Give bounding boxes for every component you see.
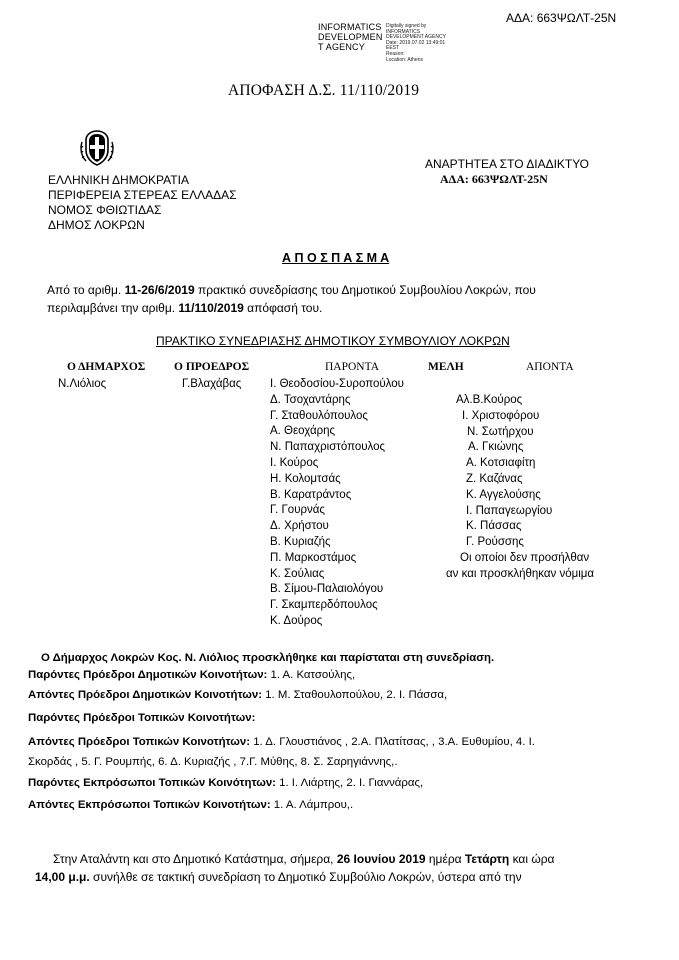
present-list (262, 377, 404, 630)
intro-line-1 (47, 283, 536, 297)
present-lc-presidents: Παρόντες Πρόεδροι Τοπικών Κοινοτήτων: (28, 712, 256, 724)
decision-title: ΑΠΟΦΑΣΗ Δ.Σ. 11/110/2019 (228, 82, 420, 99)
present-member: Ι. Κούρος (270, 456, 319, 469)
intro-text: Από το αριθμ. (47, 283, 125, 297)
absent-lc-presidents (28, 736, 535, 748)
intro-text: περιλαμβάνει την αριθμ. (47, 301, 179, 315)
attendance-value: 1. Α. Κατσούλης, (267, 669, 356, 681)
absent-member: Κ. Πάσσας (466, 520, 522, 533)
present-member: Κ. Δούρος (270, 614, 323, 627)
present-member: Δ. Χρήστου (270, 520, 329, 533)
closing-text: Στην Αταλάντη και στο Δημοτικό Κατάστημα, σήμερα, (53, 852, 337, 866)
meeting-date: 26 Ιουνίου 2019 (336, 852, 426, 866)
absent-note: αν και προσκλήθηκαν νόμιμα (446, 567, 595, 580)
attendance-label: Απόντες Εκπρόσωποι Τοπικών Κοινοτήτων: (28, 799, 271, 811)
sig-detail-line: INFORMATICS (386, 28, 421, 35)
mayor-attendance: Ο Δήμαρχος Λοκρών Κος. Ν. Λιόλιος προσκλήθηκε και παρίσταται στη συνεδρίαση. (41, 652, 495, 664)
absent-member: Ν. Σωτήρχου (467, 425, 534, 438)
org-line: ΠΕΡΙΦΕΡΕΙΑ ΣΤΕΡΕΑΣ ΕΛΛΑΔΑΣ (48, 188, 237, 202)
absent-member: Α. Γκιώνης (468, 441, 524, 454)
sig-detail-line: DEVELOPMENT AGENCY (386, 34, 446, 41)
signature-org (318, 22, 383, 52)
attendance-label: Απόντες Πρόεδροι Τοπικών Κοινοτήτων: (28, 736, 251, 748)
present-member: Ν. Παπαχριστόπουλος (270, 441, 386, 454)
attendance-value: 1. Α. Λάμπρου,. (270, 799, 354, 811)
absent-member: Αλ.Β.Κούρος (456, 394, 523, 406)
apospasma-heading: Α Π Ο Σ Π Α Σ Μ Α (282, 251, 390, 265)
present-member: Ι. Θεοδοσίου-Συροπούλου (270, 378, 404, 390)
post-ada: ΑΔΑ: 663ΨΩΛΤ-25Ν (440, 172, 548, 186)
sig-detail-line: Reason: (386, 50, 405, 57)
present-lc-reps (28, 777, 423, 789)
absent-member: Α. Κοτσιαφίτη (466, 457, 536, 470)
present-member: Β. Καρατράντος (270, 488, 352, 501)
absent-member: Ι. Παπαγεωργίου (466, 504, 553, 517)
present-member: Γ. Σταθουλόπουλος (270, 409, 368, 422)
org-block (48, 173, 237, 233)
minutes-number: 11-26/6/2019 (124, 283, 195, 297)
present-member: Γ. Γουρνάς (270, 504, 325, 517)
present-member: Α. Θεοχάρης (270, 425, 336, 438)
sig-detail-line: EEST (386, 45, 400, 52)
president-name: Γ.Βλαχάβας (182, 378, 242, 390)
attendance-value: 1. Ι. Λιάρτης, 2. Ι. Γιαννάρας, (275, 777, 424, 789)
present-dc-presidents (28, 669, 355, 681)
meeting-time: 14,00 μ.μ. (35, 870, 90, 884)
org-line: ΝΟΜΟΣ ΦΘΙΩΤΙΔΑΣ (48, 203, 162, 217)
absent-lc-reps (28, 799, 353, 811)
absent-dc-presidents (28, 689, 447, 701)
present-member: Κ. Σούλιας (270, 567, 325, 580)
ada-top: ΑΔΑ: 663ΨΩΛΤ-25Ν (506, 11, 617, 25)
closing-line-2 (35, 870, 522, 884)
absent-member: Ζ. Καζάνας (466, 472, 523, 485)
absent-member: Ι. Χριστοφόρου (462, 409, 540, 422)
present-member: Η. Κολομτσάς (270, 472, 341, 485)
sig-org-line: DEVELOPMEN (318, 32, 383, 42)
closing-line-1 (53, 852, 555, 866)
post-label: ΑΝΑΡΤΗΤΕΑ ΣΤΟ ΔΙΑΔΙΚΤΥΟ (425, 157, 589, 171)
attendance-label: Απόντες Πρόεδροι Δημοτικών Κοινοτήτων: (28, 689, 262, 701)
attendance-value: 1. Μ. Σταθουλοπούλου, 2. Ι. Πάσσα, (262, 689, 448, 701)
present-member: Β. Κυριαζής (270, 535, 331, 548)
sig-org-line: T AGENCY (318, 42, 365, 52)
intro-line-2 (47, 301, 322, 315)
sig-detail-line: Location: Athens (386, 56, 423, 63)
org-line: ΕΛΛΗΝΙΚΗ ΔΗΜΟΚΡΑΤΙΑ (48, 173, 189, 187)
greek-emblem-icon (78, 128, 116, 168)
sig-org-line: INFORMATICS (318, 22, 382, 32)
attendance-value: 1. Δ. Γλουστιάνος , 2.Α. Πλατίτσας, , 3.Α. Ευθυμίου, 4. Ι. (250, 736, 535, 748)
absent-member: Γ. Ρούσσης (466, 536, 524, 549)
intro-text: πρακτικό συνεδρίασης του Δημοτικού Συμβουλίου Λοκρών, που (194, 283, 536, 297)
attendance-label: Παρόντες Πρόεδροι Δημοτικών Κοινοτήτων: (28, 669, 268, 681)
absent-lc-presidents-cont: Σκορδάς , 5. Γ. Ρουμπής, 6. Δ. Κυριαζής , 7.Γ. Μύθης, 8. Σ. Σαρηγιάννης,. (28, 756, 398, 768)
present-member: Β. Σίμου-Παλαιολόγου (270, 583, 384, 596)
members-header: ΜΕΛΗ (428, 361, 464, 373)
closing-text: ημέρα (425, 852, 465, 866)
present-member: Π. Μαρκοστάμος (270, 551, 357, 564)
present-header: ΠΑΡΟΝΤΑ (325, 361, 380, 373)
absent-note: Οι οποίοι δεν προσήλθαν (460, 551, 590, 564)
meeting-day: Τετάρτη (464, 852, 510, 866)
sig-detail-line: Date: 2019.07.02 13:49:01 (386, 39, 446, 46)
absent-list (446, 393, 594, 583)
present-member: Δ. Τσοχαντάρης (270, 393, 351, 406)
signature-details (386, 24, 446, 63)
absent-member: Κ. Αγγελούσης (466, 488, 541, 501)
absent-header: ΑΠΟΝΤΑ (526, 361, 574, 373)
org-line: ΔΗΜΟΣ ΛΟΚΡΩΝ (48, 218, 145, 232)
mayor-header: Ο ΔΗΜΑΡΧΟΣ (67, 361, 146, 373)
sig-detail-line: Digitally signed by (386, 23, 427, 29)
present-member: Γ. Σκαμπερδόπουλος (270, 599, 378, 612)
closing-text: συνήλθε σε τακτική συνεδρίαση το Δημοτικό Συμβούλιο Λοκρών, ύστερα από την (89, 870, 522, 884)
intro-text: απόφασή του. (243, 301, 323, 315)
attendance-label: Παρόντες Εκπρόσωποι Τοπικών Κοινότητων: (28, 777, 276, 789)
closing-text: και ώρα (509, 852, 555, 866)
mayor-name: Ν.Λιόλιος (58, 378, 107, 390)
minutes-title: ΠΡΑΚΤΙΚΟ ΣΥΝΕΔΡΙΑΣΗΣ ΔΗΜΟΤΙΚΟΥ ΣΥΜΒΟΥΛΙΟΥ ΛΟΚΡΩΝ (156, 334, 510, 348)
decision-number: 11/110/2019 (178, 301, 244, 315)
president-header: Ο ΠΡΟΕΔΡΟΣ (174, 361, 250, 373)
